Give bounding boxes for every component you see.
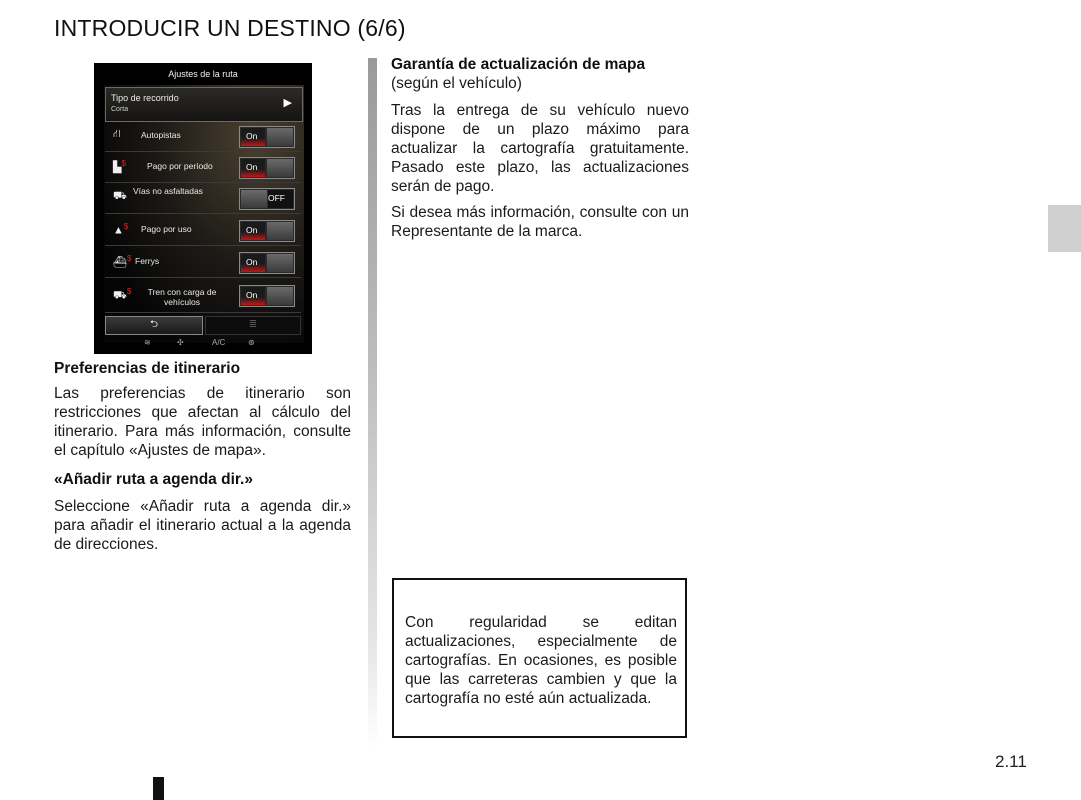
option-row-unpaved <box>105 183 301 214</box>
toll-use-icon: ▲$ <box>113 222 129 237</box>
option-row-toll-period <box>105 152 301 183</box>
paragraph-contact: Si desea más información, consulte con un Representante de la marca. <box>391 204 689 240</box>
column-divider <box>368 58 377 748</box>
toggle-state: On <box>246 162 258 172</box>
fan-icon: ✣ <box>177 338 184 347</box>
route-type-value: Corta <box>111 106 129 113</box>
back-arrow-icon: ⮌ <box>149 319 158 330</box>
note-box <box>392 578 687 738</box>
route-type-item[interactable] <box>105 87 303 122</box>
toll-period-icon: ▙$ <box>113 159 126 174</box>
subheading-map-update: (según el vehículo) <box>391 75 522 92</box>
heading-route-preferences: Preferencias de itinerario <box>54 360 241 377</box>
option-label: Tren con carga de vehículos <box>147 287 217 307</box>
option-row-ferries <box>105 247 301 278</box>
screen-title: Ajustes de la ruta <box>168 69 238 79</box>
toggle-state: On <box>246 225 258 235</box>
toggle-state: On <box>246 131 258 141</box>
back-button[interactable] <box>105 316 203 335</box>
option-label: Ferrys <box>135 256 160 266</box>
heading-add-route: «Añadir ruta a agenda dir.» <box>54 471 253 488</box>
option-label: Autopistas <box>141 130 181 140</box>
climate-bar <box>94 337 312 351</box>
toggle-unpaved[interactable] <box>239 188 295 210</box>
toggle-state: OFF <box>268 193 285 203</box>
toggle-toll-use[interactable] <box>239 220 295 242</box>
toggle-highways[interactable] <box>239 126 295 148</box>
option-row-highways <box>105 121 301 152</box>
list-button[interactable] <box>205 316 301 335</box>
paragraph-route-preferences: Las preferencias de itinerario son restricciones que afectan al cálculo del itinerario. Para más información, consulte el capítulo «Ajustes de mapa». <box>54 385 351 459</box>
ac-label: A/C <box>212 338 226 347</box>
option-label: Pago por período <box>147 161 213 171</box>
toggle-state: On <box>246 290 258 300</box>
bottom-marker <box>153 777 164 800</box>
note-text: Con regularidad se editan actualizaciones, especialmente de cartografías. En ocasiones, es posible que las carreteras cambien y que la cartografía no esté aún actualizada. <box>405 614 677 707</box>
paragraph-add-route: Seleccione «Añadir ruta a agenda dir.» para añadir el itinerario actual a la agenda de direcciones. <box>54 498 351 553</box>
toggle-car-train[interactable] <box>239 285 295 307</box>
option-row-car-train <box>105 278 301 313</box>
toggle-toll-period[interactable] <box>239 157 295 179</box>
heading-map-update: Garantía de actualización de mapa <box>391 56 646 73</box>
route-settings-screen <box>94 63 312 354</box>
toggle-ferries[interactable] <box>239 252 295 274</box>
list-icon: ≣ <box>248 319 258 330</box>
auto-climate-icon: ⊛ <box>248 338 255 347</box>
page-title: INTRODUCIR UN DESTINO (6/6) <box>54 15 406 41</box>
screen-bottom-bar <box>105 316 301 333</box>
car-train-icon: ⛟$ <box>113 287 132 302</box>
paragraph-map-update: Tras la entrega de su vehículo nuevo dispone de un plazo máximo para actualizar la cartografía gratuitamente. Pasado este plazo, las actualizaciones serán de pago. <box>391 102 689 195</box>
ferry-icon: ⛴$ <box>113 254 132 269</box>
option-row-toll-use <box>105 215 301 246</box>
route-type-label: Tipo de recorrido <box>111 93 179 103</box>
option-label: Pago por uso <box>141 224 192 234</box>
chevron-right-icon: ▶ <box>283 97 292 109</box>
right-column <box>391 56 689 241</box>
chapter-tab <box>1048 205 1081 252</box>
toggle-state: On <box>246 257 258 267</box>
highway-icon: ⛙ <box>113 128 121 140</box>
left-column <box>54 360 351 554</box>
air-flow-icon: ≋ <box>144 338 151 347</box>
option-label: Vías no asfaltadas <box>133 186 203 196</box>
page-number: 2.11 <box>995 752 1027 771</box>
unpaved-road-icon: ⛟ <box>113 190 127 202</box>
